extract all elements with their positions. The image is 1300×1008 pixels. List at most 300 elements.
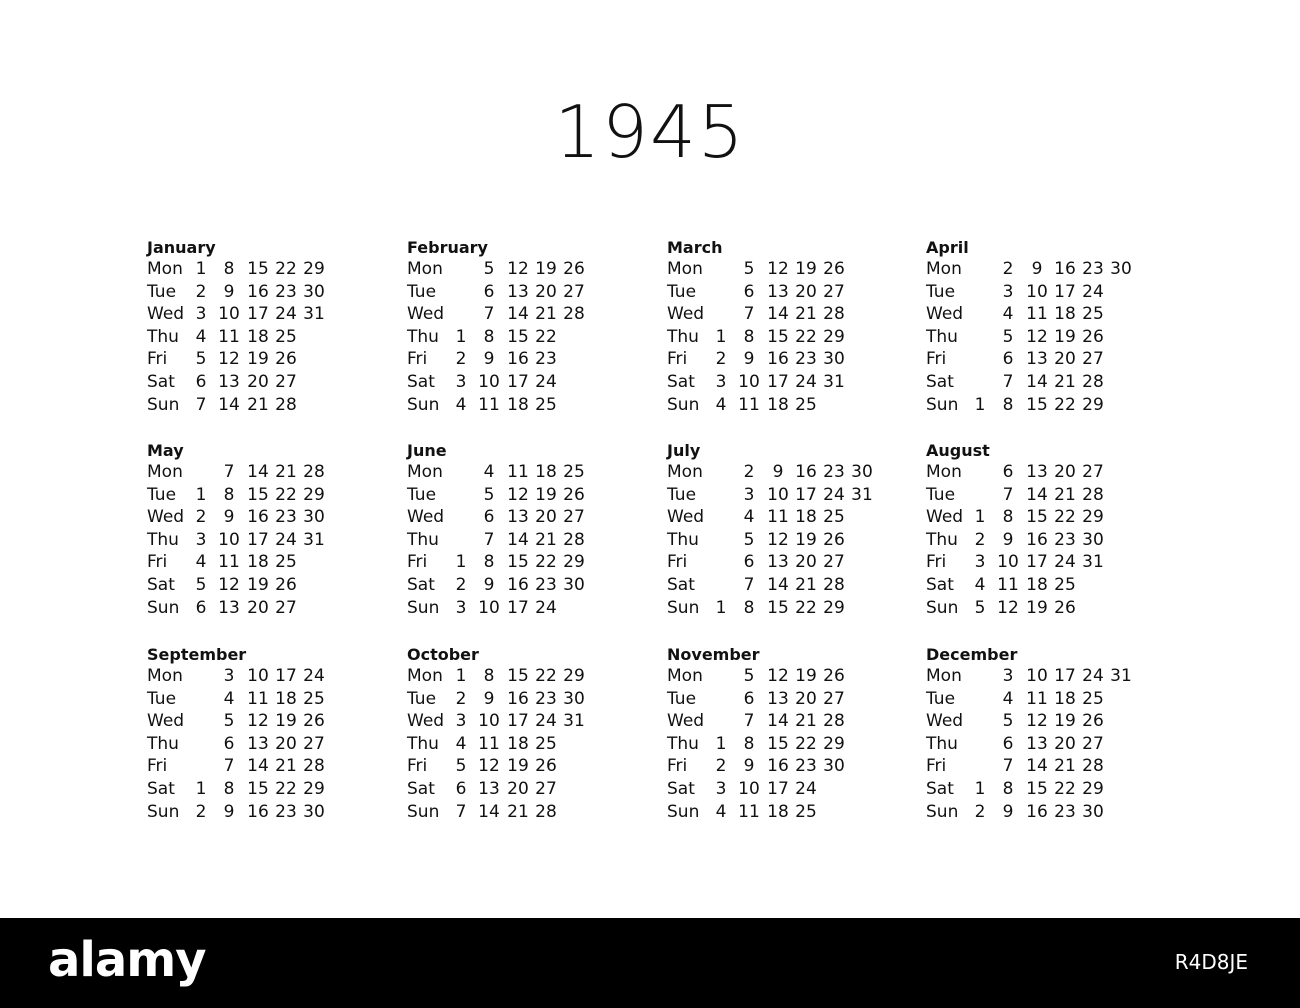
weekday-label: Wed bbox=[407, 507, 445, 528]
weekday-label: Mon bbox=[407, 462, 443, 482]
day-number: 7 bbox=[1002, 484, 1014, 505]
day-number: 8 bbox=[1002, 507, 1014, 528]
day-number: 20 bbox=[535, 281, 557, 302]
day-number: 20 bbox=[1054, 733, 1076, 754]
day-number: 14 bbox=[767, 304, 789, 325]
day-number: 29 bbox=[823, 733, 845, 754]
weekday-row bbox=[926, 372, 1176, 394]
day-number: 29 bbox=[823, 597, 845, 618]
day-number: 21 bbox=[247, 394, 269, 415]
day-number: 17 bbox=[247, 529, 269, 550]
weekday-label: Sat bbox=[147, 372, 175, 392]
day-number: 11 bbox=[738, 394, 760, 415]
day-number: 7 bbox=[483, 529, 495, 550]
day-number: 25 bbox=[823, 507, 845, 528]
weekday-row bbox=[407, 711, 657, 733]
weekday-row bbox=[667, 327, 917, 349]
day-number: 5 bbox=[223, 711, 235, 732]
day-number: 15 bbox=[767, 326, 789, 347]
day-number: 29 bbox=[563, 666, 585, 686]
weekday-row bbox=[407, 756, 657, 778]
day-number: 13 bbox=[507, 281, 529, 302]
month-name: August bbox=[926, 441, 990, 460]
weekday-label: Tue bbox=[667, 688, 697, 709]
day-number: 11 bbox=[218, 326, 240, 347]
weekday-label: Wed bbox=[147, 711, 185, 732]
weekday-row bbox=[407, 530, 657, 552]
day-number: 18 bbox=[1026, 575, 1048, 595]
weekday-row bbox=[926, 734, 1176, 756]
day-number: 27 bbox=[823, 688, 845, 709]
day-number: 10 bbox=[478, 711, 500, 732]
weekday-row bbox=[147, 395, 397, 417]
day-number: 23 bbox=[535, 575, 557, 595]
weekday-label: Tue bbox=[667, 484, 697, 505]
day-number: 29 bbox=[563, 552, 585, 573]
day-number: 21 bbox=[507, 801, 529, 822]
day-number: 23 bbox=[823, 462, 845, 482]
day-number: 27 bbox=[823, 281, 845, 302]
day-number: 16 bbox=[247, 801, 269, 822]
day-number: 22 bbox=[795, 733, 817, 754]
weekday-label: Thu bbox=[926, 733, 958, 754]
day-number: 4 bbox=[223, 688, 235, 709]
weekday-row bbox=[667, 779, 917, 801]
day-number: 23 bbox=[795, 349, 817, 370]
day-number: 27 bbox=[563, 281, 585, 302]
day-number: 21 bbox=[795, 304, 817, 325]
day-number: 18 bbox=[1054, 688, 1076, 709]
weekday-label: Sat bbox=[147, 779, 175, 799]
day-number: 15 bbox=[507, 666, 529, 686]
day-number: 19 bbox=[795, 259, 817, 279]
day-number: 27 bbox=[275, 597, 297, 618]
weekday-label: Sat bbox=[407, 372, 435, 392]
weekday-row bbox=[667, 689, 917, 711]
weekday-row bbox=[147, 689, 397, 711]
weekday-row bbox=[147, 552, 397, 574]
day-number: 11 bbox=[767, 507, 789, 528]
weekday-label: Wed bbox=[147, 304, 185, 325]
day-number: 16 bbox=[767, 756, 789, 777]
day-number: 29 bbox=[303, 259, 325, 279]
day-number: 8 bbox=[223, 484, 235, 505]
day-number: 24 bbox=[1082, 666, 1104, 686]
day-number: 8 bbox=[743, 326, 755, 347]
day-number: 20 bbox=[795, 281, 817, 302]
weekday-label: Mon bbox=[926, 259, 962, 279]
weekday-label: Tue bbox=[147, 484, 177, 505]
weekday-row bbox=[147, 282, 397, 304]
month-june bbox=[407, 441, 657, 621]
weekday-label: Thu bbox=[147, 326, 179, 347]
day-number: 25 bbox=[275, 552, 297, 573]
day-number: 23 bbox=[1054, 529, 1076, 550]
day-number: 11 bbox=[1026, 688, 1048, 709]
weekday-row bbox=[926, 530, 1176, 552]
day-number: 30 bbox=[1110, 259, 1132, 279]
day-number: 19 bbox=[247, 575, 269, 595]
day-number: 7 bbox=[483, 304, 495, 325]
day-number: 23 bbox=[535, 688, 557, 709]
day-number: 20 bbox=[1054, 349, 1076, 370]
day-number: 27 bbox=[1082, 349, 1104, 370]
weekday-row bbox=[407, 349, 657, 371]
day-number: 22 bbox=[795, 326, 817, 347]
day-number: 16 bbox=[507, 688, 529, 709]
day-number: 19 bbox=[1026, 597, 1048, 618]
day-number: 14 bbox=[767, 575, 789, 595]
day-number: 18 bbox=[507, 733, 529, 754]
weekday-label: Mon bbox=[667, 462, 703, 482]
day-number: 24 bbox=[1082, 281, 1104, 302]
weekday-row bbox=[926, 756, 1176, 778]
weekday-row bbox=[407, 462, 657, 484]
day-number: 11 bbox=[478, 733, 500, 754]
day-number: 3 bbox=[455, 711, 467, 732]
day-number: 14 bbox=[1026, 756, 1048, 777]
day-number: 12 bbox=[218, 349, 240, 370]
day-number: 6 bbox=[455, 779, 467, 799]
day-number: 4 bbox=[455, 733, 467, 754]
weekday-label: Sat bbox=[667, 779, 695, 799]
weekday-label: Fri bbox=[407, 552, 428, 573]
weekday-label: Wed bbox=[407, 711, 445, 732]
weekday-row bbox=[407, 304, 657, 326]
weekday-label: Mon bbox=[147, 666, 183, 686]
day-number: 16 bbox=[507, 349, 529, 370]
day-number: 19 bbox=[275, 711, 297, 732]
weekday-row bbox=[926, 327, 1176, 349]
day-number: 29 bbox=[1082, 779, 1104, 799]
weekday-label: Sun bbox=[147, 394, 180, 415]
day-number: 22 bbox=[795, 597, 817, 618]
day-number: 15 bbox=[247, 259, 269, 279]
weekday-label: Wed bbox=[407, 304, 445, 325]
day-number: 9 bbox=[223, 801, 235, 822]
weekday-label: Fri bbox=[147, 756, 168, 777]
day-number: 1 bbox=[195, 259, 207, 279]
day-number: 20 bbox=[795, 688, 817, 709]
day-number: 12 bbox=[767, 259, 789, 279]
day-number: 6 bbox=[195, 372, 207, 392]
day-number: 14 bbox=[507, 529, 529, 550]
weekday-row bbox=[926, 802, 1176, 824]
weekday-row bbox=[926, 552, 1176, 574]
weekday-row bbox=[667, 734, 917, 756]
day-number: 23 bbox=[1054, 801, 1076, 822]
day-number: 9 bbox=[1002, 529, 1014, 550]
day-number: 27 bbox=[535, 779, 557, 799]
day-number: 19 bbox=[795, 666, 817, 686]
day-number: 25 bbox=[1054, 575, 1076, 595]
weekday-row bbox=[926, 575, 1176, 597]
month-name: May bbox=[147, 441, 184, 460]
day-number: 26 bbox=[275, 349, 297, 370]
day-number: 11 bbox=[738, 801, 760, 822]
weekday-row bbox=[147, 598, 397, 620]
day-number: 15 bbox=[767, 597, 789, 618]
weekday-row bbox=[407, 666, 657, 688]
day-number: 30 bbox=[851, 462, 873, 482]
day-number: 31 bbox=[563, 711, 585, 732]
day-number: 7 bbox=[743, 575, 755, 595]
day-number: 6 bbox=[483, 507, 495, 528]
weekday-label: Fri bbox=[407, 756, 428, 777]
day-number: 19 bbox=[535, 484, 557, 505]
day-number: 2 bbox=[715, 756, 727, 777]
day-number: 28 bbox=[303, 462, 325, 482]
day-number: 6 bbox=[1002, 733, 1014, 754]
day-number: 11 bbox=[218, 552, 240, 573]
day-number: 21 bbox=[535, 529, 557, 550]
weekday-label: Sun bbox=[407, 801, 440, 822]
day-number: 4 bbox=[1002, 688, 1014, 709]
weekday-row bbox=[147, 530, 397, 552]
day-number: 10 bbox=[767, 484, 789, 505]
month-march bbox=[667, 238, 917, 418]
day-number: 17 bbox=[1054, 281, 1076, 302]
day-number: 7 bbox=[743, 711, 755, 732]
day-number: 30 bbox=[823, 349, 845, 370]
weekday-row bbox=[147, 462, 397, 484]
day-number: 5 bbox=[195, 349, 207, 370]
day-number: 5 bbox=[743, 529, 755, 550]
month-november bbox=[667, 645, 917, 825]
weekday-label: Thu bbox=[667, 733, 699, 754]
day-number: 20 bbox=[247, 597, 269, 618]
weekday-label: Mon bbox=[407, 259, 443, 279]
day-number: 14 bbox=[507, 304, 529, 325]
day-number: 9 bbox=[743, 349, 755, 370]
day-number: 15 bbox=[247, 484, 269, 505]
day-number: 3 bbox=[1002, 281, 1014, 302]
day-number: 25 bbox=[1082, 304, 1104, 325]
day-number: 1 bbox=[974, 779, 986, 799]
day-number: 2 bbox=[455, 575, 467, 595]
day-number: 4 bbox=[483, 462, 495, 482]
day-number: 1 bbox=[195, 484, 207, 505]
day-number: 13 bbox=[1026, 349, 1048, 370]
day-number: 23 bbox=[535, 349, 557, 370]
day-number: 22 bbox=[535, 326, 557, 347]
day-number: 31 bbox=[303, 529, 325, 550]
day-number: 11 bbox=[478, 394, 500, 415]
weekday-label: Sat bbox=[926, 779, 954, 799]
day-number: 9 bbox=[483, 349, 495, 370]
day-number: 21 bbox=[1054, 756, 1076, 777]
day-number: 17 bbox=[767, 372, 789, 392]
day-number: 19 bbox=[535, 259, 557, 279]
month-name: December bbox=[926, 645, 1018, 664]
day-number: 31 bbox=[303, 304, 325, 325]
day-number: 14 bbox=[1026, 484, 1048, 505]
day-number: 5 bbox=[1002, 326, 1014, 347]
day-number: 3 bbox=[743, 484, 755, 505]
day-number: 22 bbox=[1054, 507, 1076, 528]
day-number: 30 bbox=[563, 688, 585, 709]
weekday-row bbox=[667, 666, 917, 688]
day-number: 17 bbox=[507, 711, 529, 732]
day-number: 26 bbox=[1082, 711, 1104, 732]
day-number: 17 bbox=[1054, 666, 1076, 686]
day-number: 23 bbox=[1082, 259, 1104, 279]
weekday-row bbox=[147, 666, 397, 688]
day-number: 17 bbox=[507, 372, 529, 392]
day-number: 23 bbox=[275, 281, 297, 302]
weekday-label: Sun bbox=[667, 801, 700, 822]
day-number: 30 bbox=[1082, 529, 1104, 550]
day-number: 19 bbox=[1054, 711, 1076, 732]
day-number: 23 bbox=[795, 756, 817, 777]
weekday-row bbox=[147, 779, 397, 801]
day-number: 5 bbox=[483, 259, 495, 279]
weekday-label: Tue bbox=[667, 281, 697, 302]
day-number: 6 bbox=[1002, 462, 1014, 482]
day-number: 12 bbox=[1026, 326, 1048, 347]
day-number: 4 bbox=[195, 326, 207, 347]
day-number: 21 bbox=[795, 575, 817, 595]
day-number: 20 bbox=[275, 733, 297, 754]
day-number: 3 bbox=[195, 304, 207, 325]
weekday-label: Sun bbox=[667, 597, 700, 618]
weekday-label: Fri bbox=[407, 349, 428, 370]
day-number: 25 bbox=[1082, 688, 1104, 709]
weekday-row bbox=[667, 756, 917, 778]
weekday-row bbox=[926, 395, 1176, 417]
day-number: 24 bbox=[823, 484, 845, 505]
day-number: 22 bbox=[1054, 779, 1076, 799]
day-number: 5 bbox=[743, 259, 755, 279]
day-number: 10 bbox=[1026, 666, 1048, 686]
day-number: 12 bbox=[767, 666, 789, 686]
day-number: 6 bbox=[743, 552, 755, 573]
weekday-row bbox=[147, 349, 397, 371]
weekday-label: Sat bbox=[407, 779, 435, 799]
day-number: 5 bbox=[743, 666, 755, 686]
day-number: 6 bbox=[483, 281, 495, 302]
day-number: 2 bbox=[743, 462, 755, 482]
weekday-row bbox=[147, 507, 397, 529]
day-number: 26 bbox=[823, 529, 845, 550]
day-number: 7 bbox=[195, 394, 207, 415]
day-number: 2 bbox=[195, 507, 207, 528]
day-number: 22 bbox=[275, 259, 297, 279]
weekday-label: Sun bbox=[407, 597, 440, 618]
weekday-label: Tue bbox=[926, 281, 956, 302]
month-name: April bbox=[926, 238, 969, 257]
day-number: 12 bbox=[997, 597, 1019, 618]
day-number: 13 bbox=[218, 372, 240, 392]
day-number: 3 bbox=[223, 666, 235, 686]
day-number: 18 bbox=[795, 507, 817, 528]
day-number: 8 bbox=[1002, 394, 1014, 415]
weekday-row bbox=[147, 327, 397, 349]
day-number: 2 bbox=[195, 801, 207, 822]
day-number: 18 bbox=[535, 462, 557, 482]
day-number: 15 bbox=[1026, 507, 1048, 528]
day-number: 23 bbox=[275, 801, 297, 822]
day-number: 1 bbox=[455, 666, 467, 686]
brand-logo: alamy bbox=[48, 932, 206, 988]
day-number: 25 bbox=[303, 688, 325, 709]
day-number: 2 bbox=[974, 529, 986, 550]
day-number: 10 bbox=[997, 552, 1019, 573]
day-number: 10 bbox=[247, 666, 269, 686]
day-number: 22 bbox=[275, 484, 297, 505]
day-number: 7 bbox=[455, 801, 467, 822]
day-number: 13 bbox=[218, 597, 240, 618]
day-number: 3 bbox=[974, 552, 986, 573]
day-number: 21 bbox=[795, 711, 817, 732]
day-number: 6 bbox=[743, 688, 755, 709]
weekday-label: Sat bbox=[667, 372, 695, 392]
day-number: 29 bbox=[303, 779, 325, 799]
weekday-label: Sat bbox=[667, 575, 695, 595]
weekday-row bbox=[667, 711, 917, 733]
day-number: 12 bbox=[478, 756, 500, 777]
weekday-row bbox=[926, 259, 1176, 281]
day-number: 9 bbox=[743, 756, 755, 777]
weekday-row bbox=[926, 598, 1176, 620]
day-number: 26 bbox=[303, 711, 325, 732]
month-december bbox=[926, 645, 1176, 825]
day-number: 4 bbox=[743, 507, 755, 528]
day-number: 28 bbox=[823, 711, 845, 732]
day-number: 18 bbox=[275, 688, 297, 709]
weekday-label: Fri bbox=[147, 349, 168, 370]
day-number: 16 bbox=[247, 507, 269, 528]
day-number: 15 bbox=[767, 733, 789, 754]
day-number: 2 bbox=[974, 801, 986, 822]
day-number: 25 bbox=[563, 462, 585, 482]
day-number: 10 bbox=[738, 372, 760, 392]
day-number: 12 bbox=[218, 575, 240, 595]
weekday-row bbox=[407, 734, 657, 756]
day-number: 18 bbox=[1054, 304, 1076, 325]
day-number: 8 bbox=[1002, 779, 1014, 799]
day-number: 12 bbox=[247, 711, 269, 732]
weekday-row bbox=[926, 507, 1176, 529]
day-number: 5 bbox=[1002, 711, 1014, 732]
month-july bbox=[667, 441, 917, 621]
day-number: 11 bbox=[507, 462, 529, 482]
day-number: 24 bbox=[795, 372, 817, 392]
day-number: 28 bbox=[823, 575, 845, 595]
day-number: 30 bbox=[303, 281, 325, 302]
weekday-label: Fri bbox=[926, 756, 947, 777]
day-number: 25 bbox=[795, 394, 817, 415]
weekday-row bbox=[667, 395, 917, 417]
month-name: September bbox=[147, 645, 247, 664]
day-number: 14 bbox=[247, 756, 269, 777]
weekday-row bbox=[667, 372, 917, 394]
weekday-label: Wed bbox=[667, 507, 705, 528]
day-number: 28 bbox=[563, 304, 585, 325]
day-number: 31 bbox=[851, 484, 873, 505]
weekday-row bbox=[147, 372, 397, 394]
weekday-label: Fri bbox=[926, 349, 947, 370]
weekday-label: Mon bbox=[667, 259, 703, 279]
weekday-label: Sun bbox=[926, 801, 959, 822]
month-name: July bbox=[667, 441, 701, 460]
day-number: 9 bbox=[772, 462, 784, 482]
day-number: 15 bbox=[507, 552, 529, 573]
weekday-row bbox=[147, 711, 397, 733]
day-number: 20 bbox=[507, 779, 529, 799]
weekday-row bbox=[147, 485, 397, 507]
day-number: 30 bbox=[563, 575, 585, 595]
